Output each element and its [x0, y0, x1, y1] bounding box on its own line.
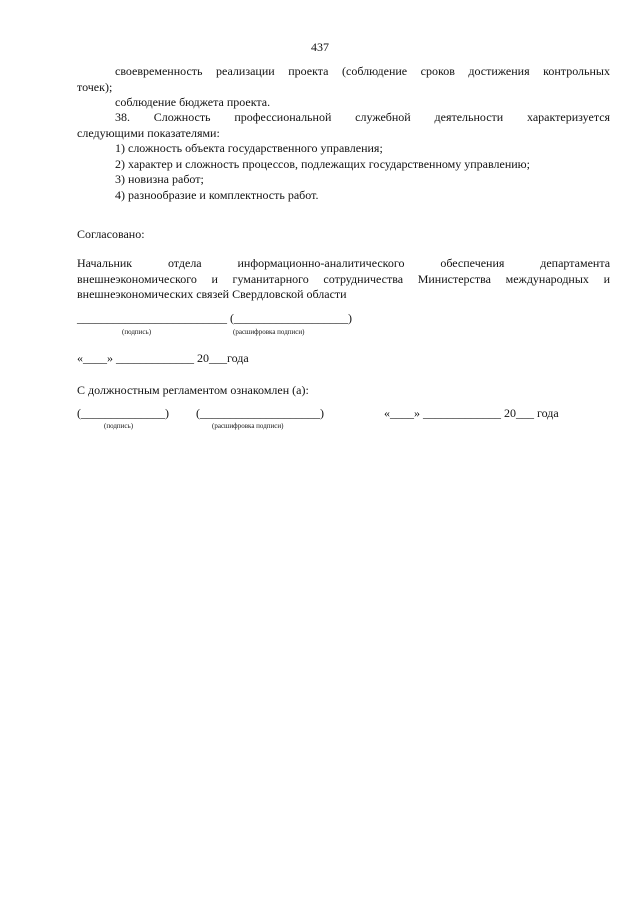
caption-signature: (подпись) [104, 422, 134, 430]
word: Сложность [153, 110, 211, 124]
word: профессиональной [234, 110, 332, 124]
caption-signature: (подпись) [122, 328, 152, 336]
acquainted-label: С должностным регламентом ознакомлен (а): [77, 383, 309, 397]
text-line: внешнеэкономического и гуманитарного сотрудничества Министерства международных и [77, 271, 610, 286]
paragraph-complexity [77, 110, 610, 203]
signature-line-head: _________________________ (___________________) [77, 311, 352, 325]
text-line-justified [77, 256, 610, 272]
position-title [77, 256, 610, 303]
text-line: внешнеэкономических связей Свердловской области [77, 287, 347, 301]
signature-line-employee: (______________) [77, 406, 169, 420]
word: служебной [355, 110, 411, 124]
caption-decoding: (расшифровка подписи) [212, 422, 284, 430]
decoding-line-employee: (____________________) [196, 406, 324, 420]
list-item: 3) новизна работ; [115, 172, 204, 186]
agreed-heading [77, 227, 610, 243]
page-number: 437 [311, 40, 329, 54]
date-line-head: «____» _____________ 20___года [77, 351, 249, 365]
date-line-employee: «____» _____________ 20___ года [384, 406, 559, 420]
agreed-label: Согласовано: [77, 227, 145, 241]
text-line: следующими показателями: [77, 125, 220, 140]
word: департамента [540, 256, 611, 270]
paragraph-project-criteria [77, 64, 610, 111]
word: Начальник [77, 256, 133, 270]
word: деятельности [434, 110, 504, 124]
clause-number: 38. [115, 110, 130, 124]
list-item: 2) характер и сложность процессов, подлежащих государственному управлению; [115, 156, 530, 171]
list-item: 1) сложность объекта государственного управления; [115, 141, 383, 155]
text-line: соблюдение бюджета проекта. [115, 95, 271, 109]
word: информационно-аналитического [237, 256, 405, 270]
word: характеризуется [527, 110, 611, 124]
word: обеспечения [440, 256, 505, 270]
word: отдела [167, 256, 202, 270]
caption-decoding: (расшифровка подписи) [233, 328, 305, 336]
text-line-justified [77, 110, 610, 126]
text-line: точек); [77, 79, 113, 94]
list-item: 4) разнообразие и комплектность работ. [115, 187, 319, 202]
text-line: своевременность реализации проекта (соблюдение сроков достижения контрольных [115, 64, 610, 78]
